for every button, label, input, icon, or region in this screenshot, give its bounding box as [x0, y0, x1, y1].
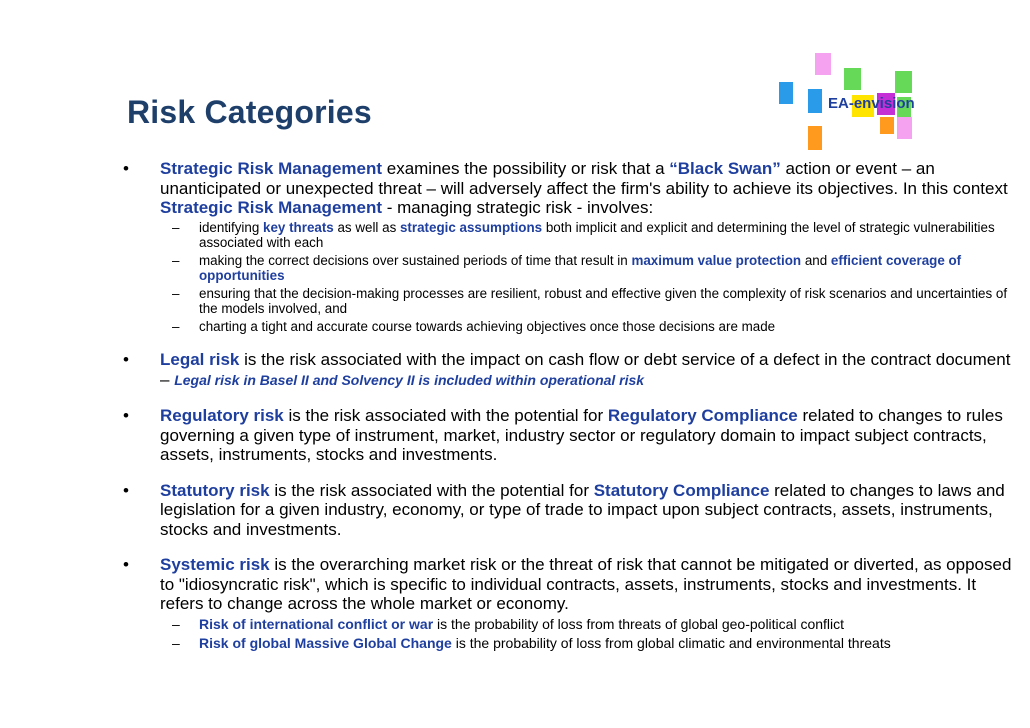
text: charting a tight and accurate course towards achieving objectives once those decisions are made: [199, 318, 776, 334]
bullet-dot: •: [123, 555, 129, 574]
sub-item: [160, 319, 1018, 335]
term: Regulatory risk: [160, 406, 284, 425]
text: action or event – an unanticipated or unexpected threat – will adversely affect the firm's ability to achieve its objectives. In this context: [160, 159, 1008, 198]
term: strategic assumptions: [399, 219, 543, 235]
text: is the risk associated with the potential for: [269, 480, 594, 500]
term: Risk of global Massive Global Change: [199, 634, 452, 651]
term: Statutory risk: [160, 480, 270, 500]
sub-item: [160, 253, 1018, 284]
ea-envision-logo: [0, 0, 1030, 160]
dash: –: [172, 615, 180, 632]
text: is the risk associated with the impact on cash flow or debt service of a defect in the contract document –: [160, 350, 1011, 389]
slide-body: [118, 155, 1018, 652]
text: examines the possibility or risk that a: [382, 159, 670, 178]
bullet-dot: •: [123, 350, 129, 369]
text: is the probability of loss from global climatic and environmental threats: [451, 634, 891, 651]
term: efficient coverage of opportunities: [199, 252, 962, 283]
text: is the probability of loss from threats of global geo-political conflict: [433, 615, 845, 632]
logo-text: EA-envision: [828, 95, 915, 112]
bullet-legal: [118, 350, 1018, 390]
logo-square: [897, 117, 912, 139]
logo-square: [808, 89, 822, 113]
text: - managing strategic risk - involves:: [382, 198, 654, 217]
term: maximum value protection: [631, 252, 802, 268]
text: both implicit and explicit and determining the level of strategic vulnerabilities associated with each: [199, 219, 995, 250]
term: Statutory Compliance: [593, 480, 770, 500]
dash: –: [172, 219, 180, 235]
logo-square: [779, 82, 793, 104]
term: “Black Swan”: [669, 159, 781, 178]
slide-title: Risk Categories: [127, 94, 372, 130]
sub-list: [160, 616, 1018, 652]
bullet-statutory: [118, 481, 1018, 540]
sub-item: [160, 635, 1018, 652]
term: Strategic Risk Management: [160, 159, 383, 178]
logo-square: [880, 117, 894, 134]
term: Systemic risk: [160, 555, 270, 574]
text: making the correct decisions over sustained periods of time that result in: [199, 252, 632, 268]
sub-list: [160, 220, 1018, 335]
sub-item: [160, 220, 1018, 251]
logo-square: [808, 126, 822, 150]
sub-item: [160, 616, 1018, 633]
text: is the risk associated with the potential for: [283, 406, 608, 425]
text: as well as: [333, 219, 400, 235]
term: Regulatory Compliance: [607, 406, 798, 425]
term: Legal risk: [160, 350, 240, 369]
dash: –: [172, 634, 180, 651]
text: related to changes to rules governing a given type of instrument, market, industry sector or regulatory domain to impact subject contracts, assets, instruments, stocks and investments.: [160, 406, 1003, 464]
bullet-dot: •: [123, 480, 129, 500]
logo-square: [895, 71, 912, 93]
bullet-systemic: [118, 555, 1018, 652]
term: key threats: [263, 219, 334, 235]
dash: –: [172, 318, 180, 334]
text: ensuring that the decision-making processes are resilient, robust and effective given the complexity of risk scenarios and uncertainties of the models involved, and: [199, 285, 1008, 316]
term: Risk of international conflict or war: [199, 615, 434, 632]
text: and: [801, 252, 831, 268]
bullet-strategic: [118, 159, 1018, 334]
sub-item: [160, 286, 1018, 317]
dash: –: [172, 285, 180, 301]
bullet-dot: •: [123, 159, 129, 178]
text: is the overarching market risk or the threat of risk that cannot be mitigated or diverted, as opposed to "idiosyncratic risk", which is specific to individual contracts, assets, instruments, stocks and investments. It refers to change across the whole market or economy.: [160, 555, 1012, 613]
term: Strategic Risk Management: [160, 198, 383, 217]
note: Legal risk in Basel II and Solvency II is included within operational risk: [174, 371, 645, 388]
logo-square: [815, 53, 831, 75]
text: identifying: [199, 219, 264, 235]
bullet-regulatory: [118, 406, 1018, 465]
bullet-dot: •: [123, 406, 129, 425]
text: related to changes to laws and legislation for a given industry, economy, or type of trade to impact upon subject contracts, assets, instruments, stocks and investments.: [160, 480, 1005, 539]
dash: –: [172, 252, 180, 268]
logo-square: [844, 68, 861, 90]
